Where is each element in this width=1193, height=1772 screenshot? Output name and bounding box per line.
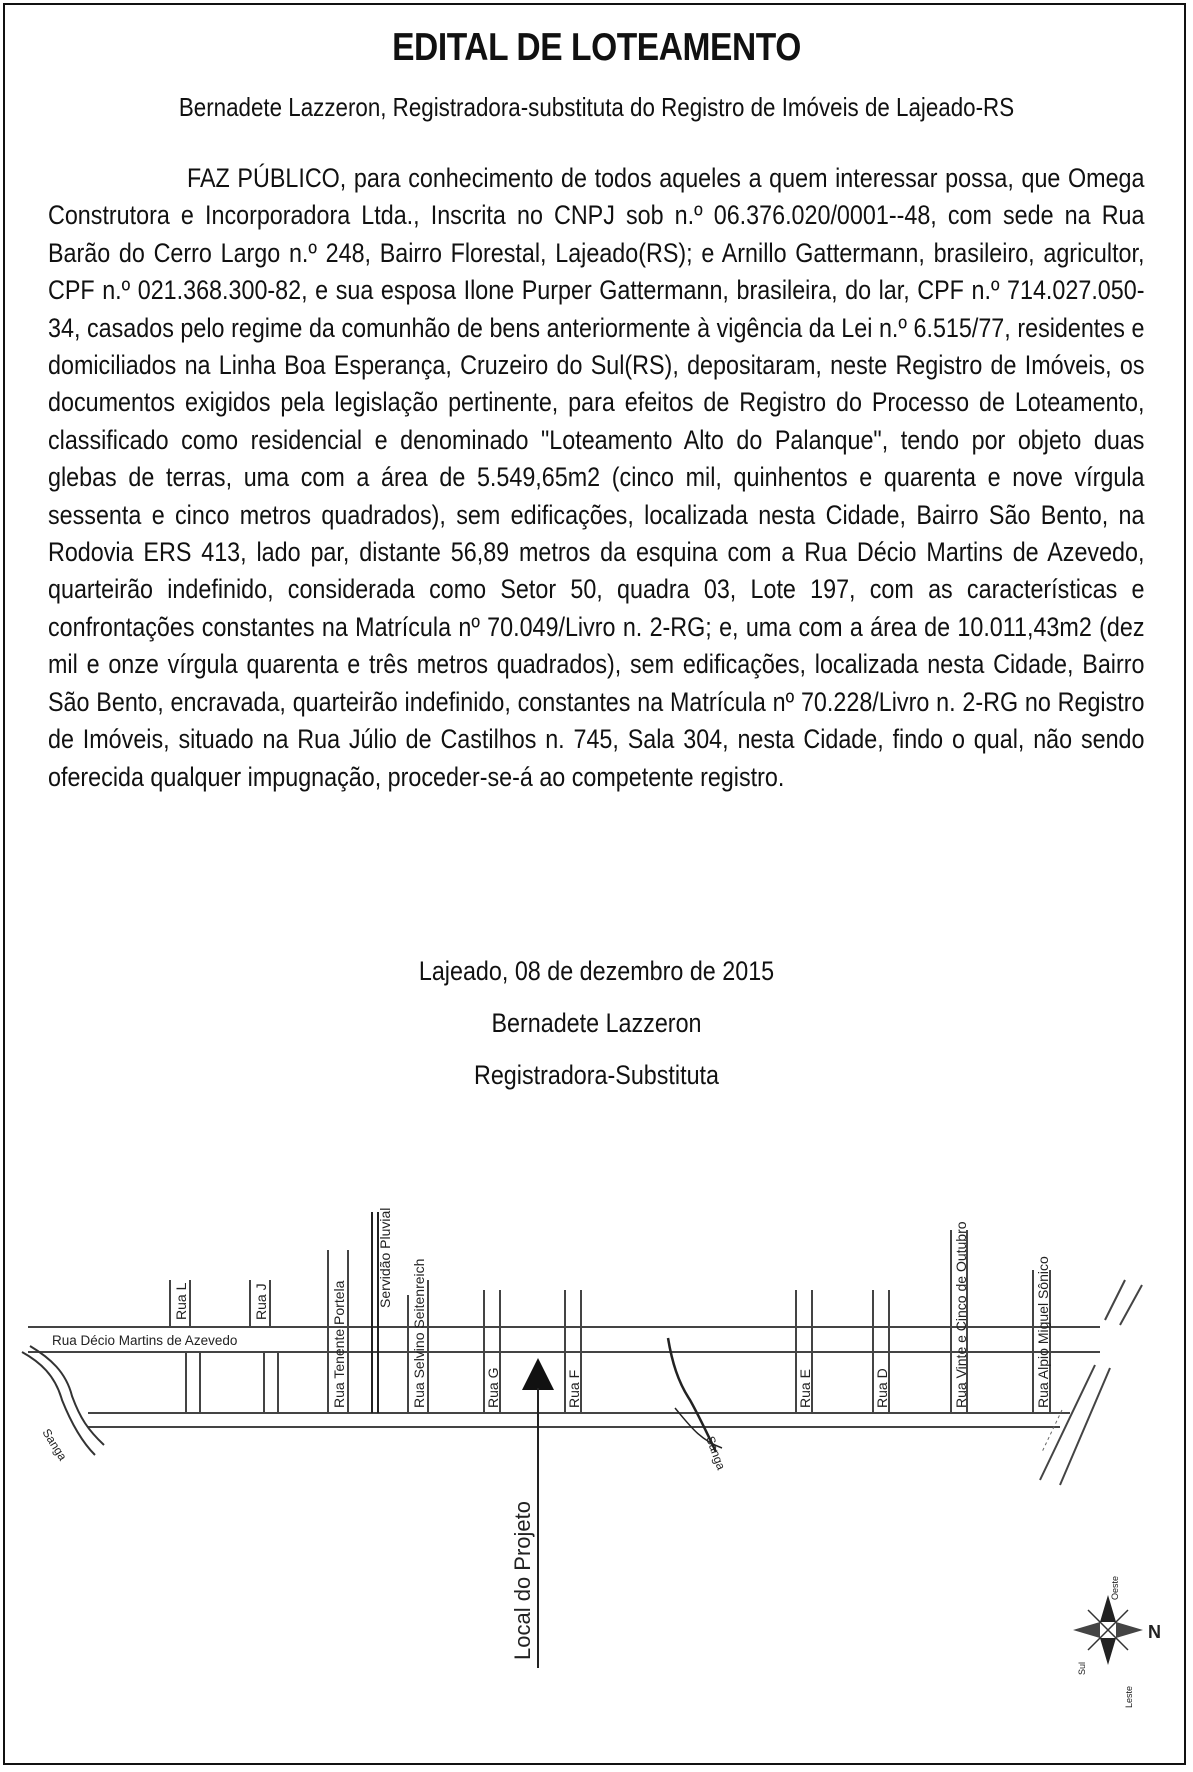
- rua-selvino-label: Rua Selvino Seitenreich: [411, 1258, 427, 1408]
- page-subtitle: Bernadete Lazzeron, Registradora-substituta do Registro de Imóveis de Lajeado-RS: [178, 92, 1015, 122]
- rua-j-label: Rua J: [253, 1283, 269, 1320]
- notice-body: [48, 160, 1144, 796]
- compass-north-label: N: [1148, 1622, 1161, 1642]
- compass-point-west: [1073, 1622, 1100, 1638]
- page-title: EDITAL DE LOTEAMENTO: [392, 26, 801, 69]
- highway-centerline: [1042, 1410, 1062, 1452]
- rua-vinte-cinco-label: Rua Vinte e Cinco de Outubro: [953, 1221, 969, 1408]
- main-street-label: Rua Décio Martins de Azevedo: [52, 1333, 238, 1348]
- rua-alpio-label: Rua Alpio Miguel Sônico: [1035, 1256, 1051, 1408]
- notice-paragraph: FAZ PÚBLICO, para conhecimento de todos aqueles a quem interessar possa, que Omega Construtora e Incorporadora Ltda., Inscrita no CNPJ sob n.º 06.376.020/0001-​-48, com sede na Rua Barão do Cerro Largo n.º 248, Bairro Florestal, Lajeado(RS); e Arnillo Gattermann, brasileiro, agricultor, CPF n.º 021.368.300-82, e sua esposa Ilone Purper Gattermann, brasileira, do lar, CPF n.º 714.027.050-34, casados pelo regime da comunhão de bens anteriormente à vigência da Lei n.º 6.515/77, residentes e domiciliados na Linha Boa Esperança, Cruzeiro do Sul(RS), depositaram, neste Registro de Imóveis, os documentos exigidos pela legislação pertinente, para efeitos de Registro do Processo de Loteamento, classificado como residencial e denominado "Loteamento Alto do Palanque", tendo por objeto duas glebas de terras, uma com a área de 5.549,65m2 (cinco mil, quinhentos e quarenta e nove vírgula sessenta e cinco metros quadrados), sem edificações, localizada nesta Cidade, Bairro São Bento, na Rodovia ERS 413, lado par, distante 56,89 metros da esquina com a Rua Décio Martins de Azevedo, quarteirão indefinido, considerada como Setor 50, quadra 03, Lote 197, com as características e confrontações constantes na Matrícula nº 70.049/Livro n. 2-RG; e, uma com a área de 10.011,43m2 (dez mil e onze vírgula quarenta e três metros quadrados), sem edificações, localizada nesta Cidade, Bairro São Bento, encravada, quarteirão indefinido, constantes na Matrícula nº 70.228/Livro n. 2-RG no Registro de Imóveis, situado na Rua Júlio de Castilhos n. 745, Sala 304, nesta Cidade, findo o qual, não sendo oferecida qualquer impugnação, proceder-se-á ao competente registro.: [48, 163, 1145, 792]
- place-date: Lajeado, 08 de dezembro de 2015: [418, 956, 775, 986]
- highway-top-edge-2: [1120, 1285, 1142, 1325]
- project-arrow-head: [522, 1358, 554, 1390]
- stream-left-line-b: [30, 1346, 104, 1445]
- rua-l-label: Rua L: [173, 1282, 189, 1320]
- compass-west-label: Oeste: [1110, 1575, 1120, 1600]
- compass-point-south: [1100, 1638, 1116, 1665]
- stream-left-label: Sanga: [39, 1426, 70, 1464]
- compass-point-east: [1116, 1622, 1143, 1638]
- compass-east-label: Leste: [1124, 1685, 1134, 1708]
- project-marker-label: Local do Projeto: [510, 1501, 535, 1660]
- servidao-pluvial-label: Servidão Pluvial: [377, 1207, 393, 1308]
- highway-top-edge-1: [1105, 1280, 1125, 1320]
- rua-f-label: Rua F: [566, 1369, 582, 1408]
- rua-d-label: Rua D: [874, 1368, 890, 1408]
- signer-role: Registradora-Substituta: [474, 1060, 719, 1090]
- stream-middle-line: [668, 1338, 716, 1452]
- signer-name: Bernadete Lazzeron: [491, 1008, 702, 1038]
- stream-middle-label: Sanga: [703, 1434, 729, 1472]
- compass-rose: [1073, 1576, 1161, 1708]
- compass-south-label: Sul: [1077, 1661, 1087, 1675]
- rua-e-label: Rua E: [797, 1369, 813, 1408]
- rua-tenente-portela-label: Rua Tenente Portela: [331, 1280, 347, 1408]
- rua-g-label: Rua G: [485, 1367, 501, 1408]
- location-map: [0, 1100, 1193, 1760]
